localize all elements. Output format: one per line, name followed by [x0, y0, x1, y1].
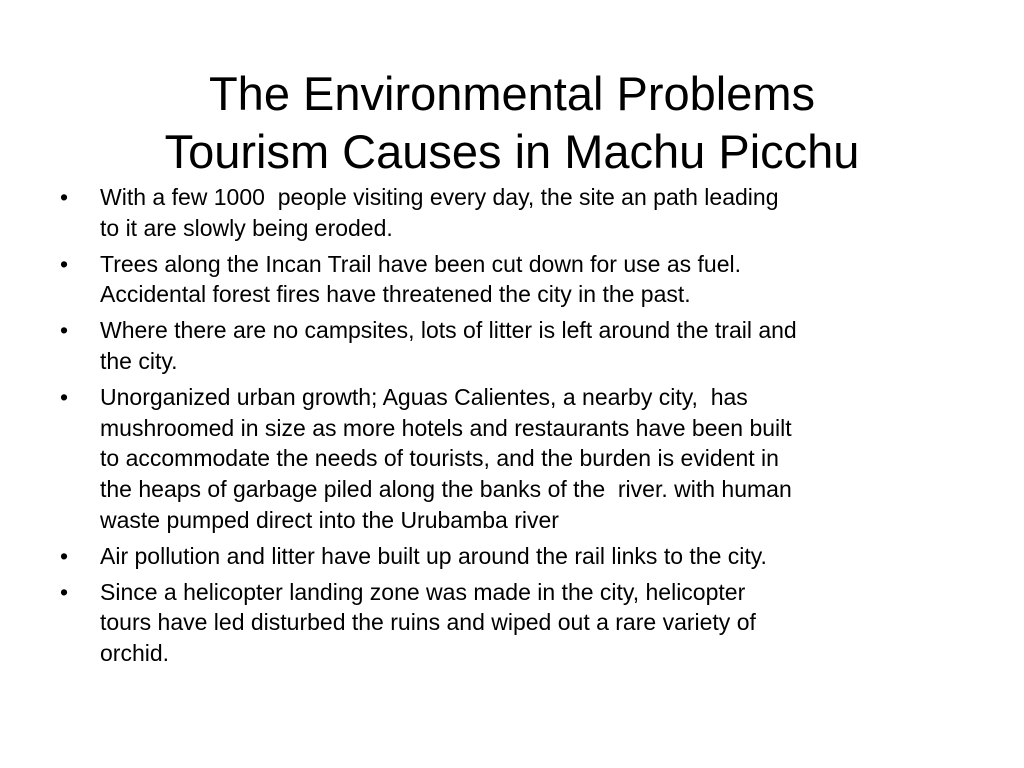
- bullet-text-line: Accidental forest fires have threatened the city in the past.: [100, 281, 691, 308]
- bullet-item-helicopter: [58, 577, 968, 669]
- bullet-text-line: the city.: [100, 347, 178, 374]
- bullet-text-line: Since a helicopter landing zone was made in the city, helicopter: [100, 578, 746, 605]
- bullet-text-line: mushroomed in size as more hotels and restaurants have been built: [100, 414, 792, 441]
- bullet-text-line: orchid.: [100, 640, 170, 667]
- bullet-text-line: to accommodate the needs of tourists, and the burden is evident in: [100, 445, 779, 472]
- bullet-item-urban-growth: [58, 382, 968, 536]
- title-line: The Environmental Problems: [208, 67, 816, 121]
- bullet-text-line: the heaps of garbage piled along the banks of the river. with human: [100, 476, 792, 503]
- bullet-text-line: Trees along the Incan Trail have been cut down for use as fuel.: [100, 250, 741, 277]
- bullet-text-line: Unorganized urban growth; Aguas Calientes, a nearby city, has: [100, 383, 748, 410]
- title-line: Tourism Causes in Machu Picchu: [164, 125, 860, 179]
- bullet-item-litter: [58, 315, 968, 377]
- bullet-text-line: to it are slowly being eroded.: [100, 214, 393, 241]
- bullet-text-line: Where there are no campsites, lots of litter is left around the trail and: [100, 317, 797, 344]
- bullet-list: [58, 182, 968, 674]
- bullet-icon: •: [60, 317, 69, 344]
- bullet-icon: •: [60, 250, 69, 277]
- bullet-text-line: With a few 1000 people visiting every day, the site an path leading: [100, 184, 779, 210]
- bullet-icon: •: [60, 542, 69, 569]
- bullet-text-line: tours have led disturbed the ruins and wiped out a rare variety of: [100, 609, 756, 636]
- bullet-icon: •: [60, 184, 69, 210]
- bullet-icon: •: [60, 383, 69, 410]
- bullet-item-erosion: [58, 182, 968, 244]
- bullet-text-line: waste pumped direct into the Urubamba river: [100, 506, 559, 533]
- bullet-text-line: Air pollution and litter have built up around the rail links to the city.: [100, 542, 767, 569]
- bullet-item-air-pollution: [58, 541, 968, 572]
- bullet-icon: •: [60, 578, 69, 605]
- slide-title: [60, 65, 964, 181]
- bullet-item-trees: [58, 249, 968, 311]
